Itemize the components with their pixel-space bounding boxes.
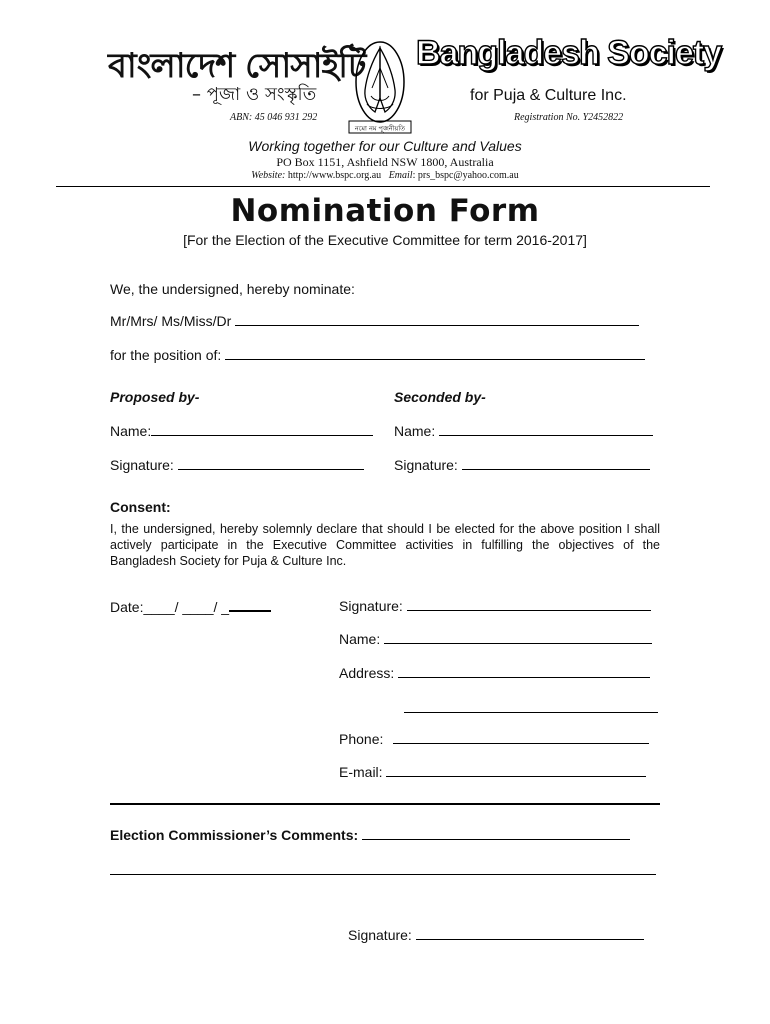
nominee-signature-row bbox=[339, 598, 651, 614]
page-title: Nomination Form bbox=[230, 193, 540, 229]
proposer-signature-row bbox=[110, 457, 364, 473]
proposer-name-row bbox=[110, 423, 373, 439]
seconder-name-field[interactable] bbox=[439, 423, 653, 436]
tagline: Working together for our Culture and Values bbox=[248, 138, 522, 154]
commissioner-comment-field-2[interactable] bbox=[110, 862, 656, 875]
bengali-org-subtitle: – পূজা ও সংস্কৃতি bbox=[192, 84, 317, 105]
english-org-title: Bangladesh Society bbox=[416, 34, 722, 72]
address-row bbox=[339, 665, 650, 681]
address-field-line-1[interactable] bbox=[398, 665, 650, 678]
seconder-name-row bbox=[394, 423, 653, 439]
abn-number: ABN: 45 046 931 292 bbox=[230, 112, 318, 123]
commissioner-signature-row bbox=[348, 927, 644, 943]
commissioner-signature-label: Signature: bbox=[348, 927, 412, 943]
commissioner-comment-field-1[interactable] bbox=[362, 827, 630, 840]
position-label: for the position of: bbox=[110, 347, 222, 363]
english-org-subtitle: for Puja & Culture Inc. bbox=[470, 87, 627, 104]
consent-text: I, the undersigned, hereby solemnly declare that should I be elected for the above position I shall actively participate in the Executive Committee activities in fulfilling the objectives of the Bangladesh Society for Puja & Culture Inc. bbox=[110, 522, 660, 568]
nominee-row bbox=[110, 313, 639, 329]
nominee-signature-label: Signature: bbox=[339, 598, 403, 614]
date-row bbox=[110, 598, 271, 615]
society-emblem-icon bbox=[345, 38, 415, 134]
registration-number: Registration No. Y2452822 bbox=[514, 112, 624, 123]
address-field-line-2[interactable] bbox=[404, 700, 658, 713]
seconder-signature-label: Signature: bbox=[394, 457, 458, 473]
position-row bbox=[110, 347, 645, 363]
seconder-name-label: Name: bbox=[394, 423, 436, 439]
proposer-signature-field[interactable] bbox=[178, 457, 364, 470]
phone-row bbox=[339, 731, 649, 747]
commissioner-label: Election Commissioner’s Comments: bbox=[110, 827, 359, 843]
intro-text: We, the undersigned, hereby nominate: bbox=[110, 281, 355, 297]
nominee-name-row bbox=[339, 631, 652, 647]
consent-heading: Consent: bbox=[110, 499, 171, 515]
proposed-heading: Proposed by- bbox=[110, 389, 200, 405]
seconder-signature-field[interactable] bbox=[462, 457, 650, 470]
email-row bbox=[339, 764, 646, 780]
address-label: Address: bbox=[339, 665, 395, 681]
nominee-name-field[interactable] bbox=[384, 631, 652, 644]
contact-line: Website: http://www.bspc.org.au Email: prs_bspc@yahoo.com.au bbox=[251, 170, 519, 181]
email-field[interactable] bbox=[386, 764, 646, 777]
proposer-name-label: Name: bbox=[110, 423, 152, 439]
address-continuation bbox=[404, 700, 658, 718]
nominee-name-label: Name: bbox=[339, 631, 381, 647]
email-label: Email bbox=[388, 170, 413, 181]
commissioner-row bbox=[110, 827, 630, 843]
phone-field[interactable] bbox=[393, 731, 649, 744]
proposer-name-field[interactable] bbox=[151, 423, 373, 436]
email-link[interactable]: prs_bspc@yahoo.com.au bbox=[417, 170, 519, 181]
seconded-heading: Seconded by- bbox=[394, 389, 486, 405]
section-divider bbox=[110, 803, 660, 805]
proposer-signature-label: Signature: bbox=[110, 457, 174, 473]
commissioner-continuation bbox=[110, 862, 656, 880]
header-divider bbox=[56, 186, 710, 187]
email-label-form: E-mail: bbox=[339, 764, 383, 780]
date-label: Date:____/ ____/ _ bbox=[110, 599, 230, 615]
phone-label: Phone: bbox=[339, 731, 384, 747]
website-label: Website: bbox=[251, 170, 286, 181]
emblem-caption: নমো নম পূজনীয়তি bbox=[354, 124, 406, 133]
page-subtitle: [For the Election of the Executive Committee for term 2016-2017] bbox=[183, 232, 587, 248]
seconder-signature-row bbox=[394, 457, 650, 473]
postal-address: PO Box 1151, Ashfield NSW 1800, Australia bbox=[276, 155, 494, 169]
date-year-field[interactable] bbox=[229, 598, 271, 612]
bengali-org-title: বাংলাদেশ সোসাইটি bbox=[108, 46, 366, 86]
website-link[interactable]: http://www.bspc.org.au bbox=[287, 170, 382, 181]
position-field[interactable] bbox=[225, 347, 645, 360]
nominee-field[interactable] bbox=[235, 313, 639, 326]
nominee-label: Mr/Mrs/ Ms/Miss/Dr bbox=[110, 313, 232, 329]
nominee-signature-field[interactable] bbox=[407, 598, 651, 611]
commissioner-signature-field[interactable] bbox=[416, 927, 644, 940]
